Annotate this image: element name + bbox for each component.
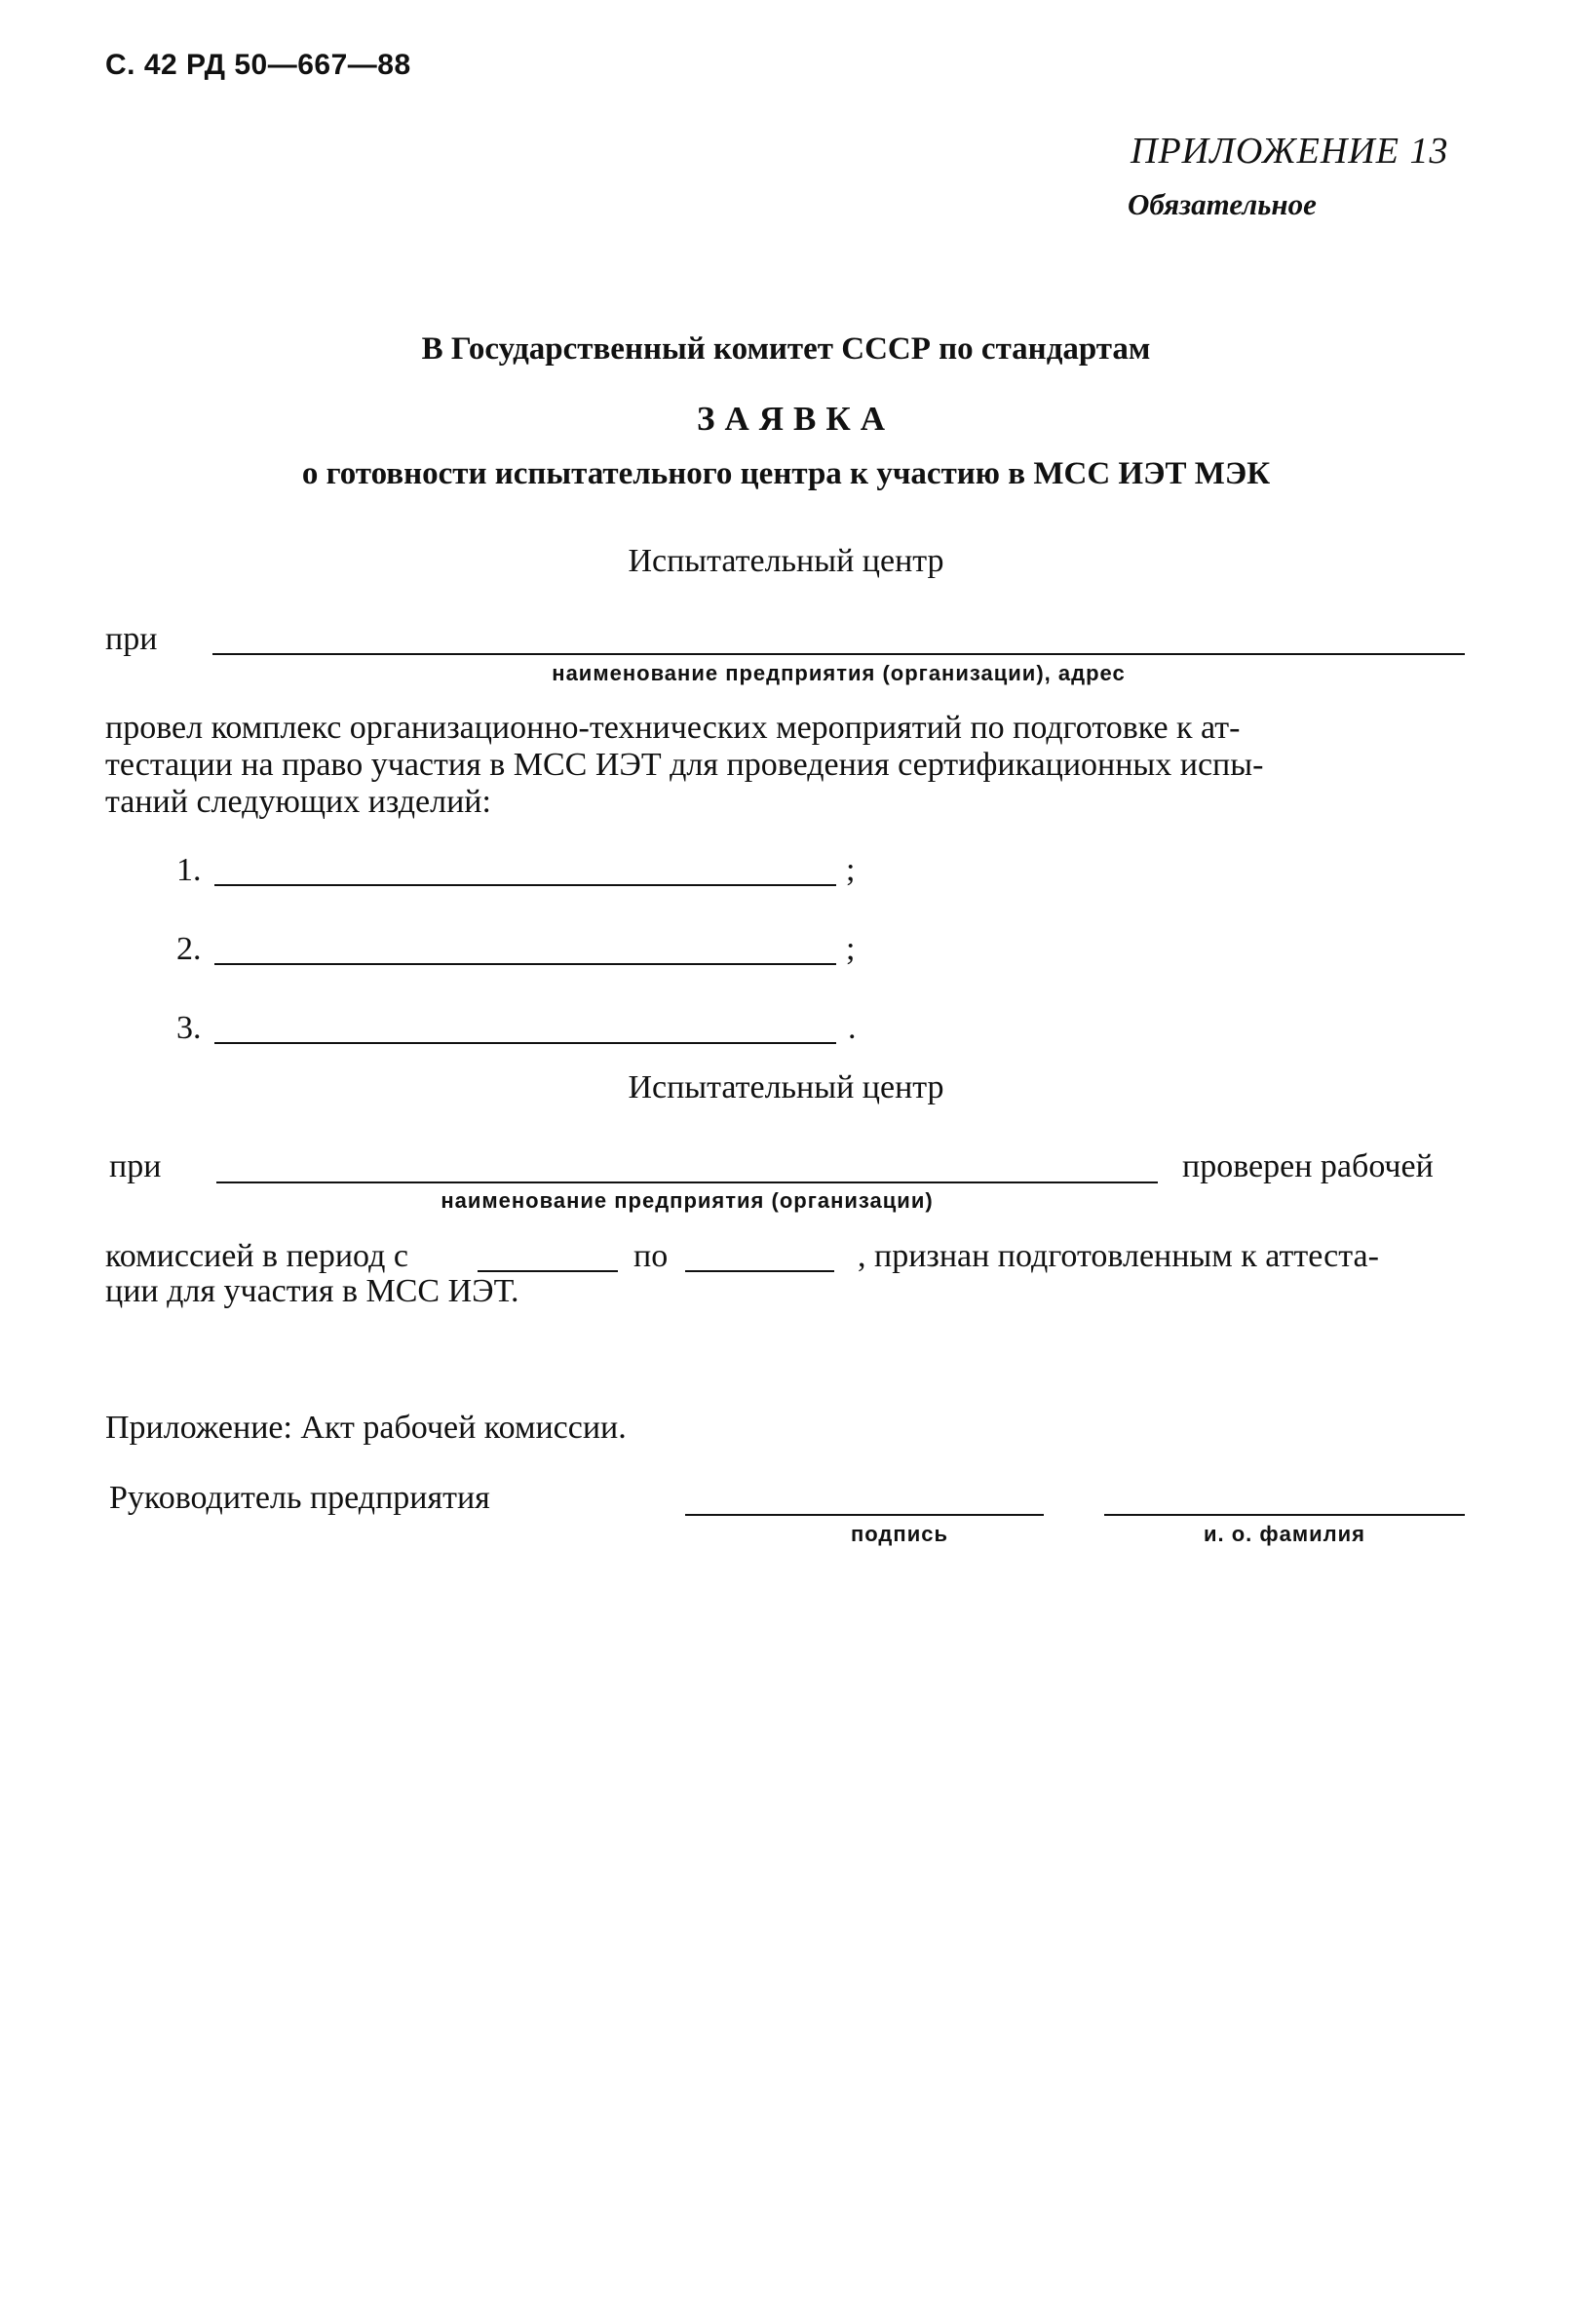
period-prefix: комиссией в период с	[105, 1238, 408, 1274]
appendix-status: Обязательное	[1128, 187, 1317, 221]
section1-prefix: при	[105, 621, 158, 657]
item-2-number: 2.	[176, 931, 202, 967]
signature-caption: подпись	[851, 1522, 948, 1546]
appendix-title: ПРИЛОЖЕНИЕ 13	[1131, 131, 1449, 172]
period-mid: по	[633, 1238, 669, 1274]
item-3-line[interactable]	[214, 1042, 836, 1044]
addressee: В Государственный комитет СССР по стандартам	[421, 331, 1151, 367]
item-1-number: 1.	[176, 852, 202, 888]
item-1-line[interactable]	[214, 884, 836, 886]
signature-line[interactable]	[685, 1514, 1044, 1516]
name-line[interactable]	[1104, 1514, 1465, 1516]
name-caption: и. о. фамилия	[1203, 1522, 1366, 1546]
organization-address-line[interactable]	[212, 653, 1465, 655]
section1-heading: Испытательный центр	[628, 543, 944, 579]
item-3-number: 3.	[176, 1010, 202, 1046]
page-reference: С. 42 РД 50—667—88	[105, 49, 411, 81]
section2-heading: Испытательный центр	[628, 1069, 944, 1105]
period-start-line[interactable]	[478, 1270, 618, 1272]
item-2-punct: ;	[846, 931, 856, 967]
period-end-line[interactable]	[685, 1270, 834, 1272]
form-title: ЗАЯВКА	[696, 400, 896, 438]
attachment-note: Приложение: Акт рабочей комиссии.	[105, 1410, 627, 1446]
item-2-line[interactable]	[214, 963, 836, 965]
section2-prefix: при	[109, 1148, 162, 1184]
item-3-punct: .	[848, 1010, 857, 1046]
period-suffix: , признан подготовленным к аттеста-	[858, 1238, 1379, 1274]
section2-suffix: проверен рабочей	[1182, 1148, 1434, 1184]
item-1-punct: ;	[846, 852, 856, 888]
section2-continuation: ции для участия в МСС ИЭТ.	[105, 1273, 519, 1309]
organization-caption: наименование предприятия (организации)	[441, 1188, 934, 1213]
organization-address-caption: наименование предприятия (организации), адрес	[552, 661, 1126, 685]
section1-paragraph: провел комплекс организационно-технических мероприятий по подготовке к ат- тестации на право участия в МСС ИЭТ для проведения сертификационных испы- таний следующих изделий:	[105, 710, 1264, 820]
organization-line[interactable]	[216, 1181, 1158, 1183]
signature-label: Руководитель предприятия	[109, 1480, 490, 1516]
form-subtitle: о готовности испытательного центра к участию в МСС ИЭТ МЭК	[301, 456, 1271, 491]
